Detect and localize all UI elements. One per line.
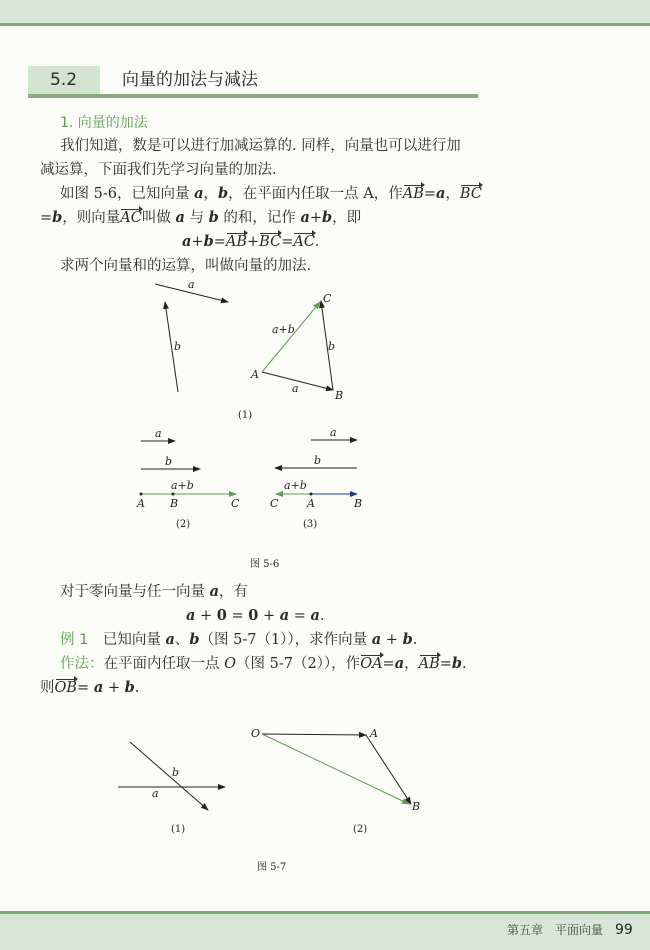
vector-ab bbox=[366, 735, 411, 804]
label-sum: a+b bbox=[284, 479, 307, 492]
math-symbol: b bbox=[402, 631, 413, 648]
section-number: 5.2 bbox=[28, 66, 100, 94]
math-symbol: a bbox=[209, 583, 220, 600]
chapter-title: 第五章 平面向量 bbox=[507, 923, 604, 937]
text-span: 则 bbox=[40, 680, 55, 696]
vector-notation: AC bbox=[120, 210, 142, 226]
math-symbol: a bbox=[279, 607, 290, 624]
text-span: ，则向量 bbox=[62, 210, 121, 226]
figure-caption: 图 5-7 bbox=[257, 862, 287, 873]
text-span: = bbox=[281, 234, 294, 250]
label-sum: a+b bbox=[272, 323, 295, 336]
math-symbol: b bbox=[189, 631, 200, 648]
text-span: 在平面内任取一点 bbox=[103, 656, 225, 672]
vector-notation: AB bbox=[402, 186, 424, 202]
math-symbol: a bbox=[165, 631, 175, 648]
text-span: = bbox=[226, 608, 249, 624]
math-symbol: b bbox=[451, 655, 463, 672]
point-b: B bbox=[412, 800, 421, 813]
label-a: a bbox=[155, 427, 162, 440]
text-span: 已知向量 bbox=[88, 632, 166, 648]
label-a: a bbox=[330, 426, 337, 439]
vector-b bbox=[130, 742, 208, 810]
text-span: + bbox=[103, 680, 125, 696]
math-symbol: a bbox=[310, 607, 320, 624]
math-symbol: a bbox=[436, 185, 446, 202]
label-b: b bbox=[328, 340, 336, 353]
math-symbol: b bbox=[52, 209, 63, 226]
sub-label-1: (1) bbox=[238, 410, 253, 421]
text-span: . bbox=[306, 258, 312, 274]
sub-label-2: (2) bbox=[176, 519, 191, 530]
text-span: = bbox=[40, 210, 53, 226]
text-span: 作法： bbox=[60, 656, 104, 672]
text-span: 向量的加法 bbox=[234, 258, 307, 274]
text-span: 0 bbox=[248, 607, 259, 624]
page-number: 99 bbox=[615, 922, 633, 938]
vector-notation: AB bbox=[418, 656, 440, 672]
figure-caption: 图 5-6 bbox=[250, 559, 280, 570]
point-a: A bbox=[251, 368, 259, 381]
point-c: C bbox=[270, 497, 279, 510]
text-span: . bbox=[462, 656, 467, 672]
text-span: = bbox=[213, 234, 226, 250]
label-b: b bbox=[174, 340, 182, 353]
text-span: + bbox=[247, 234, 260, 250]
math-symbol: a bbox=[371, 631, 382, 648]
point-a: A bbox=[137, 497, 145, 510]
math-symbol: a bbox=[175, 209, 185, 226]
vector-ac bbox=[262, 302, 320, 372]
sub-label-3: (3) bbox=[303, 519, 318, 530]
sub-label-1: (1) bbox=[171, 824, 186, 835]
vector-ob bbox=[262, 734, 409, 804]
vector-notation: OB bbox=[54, 680, 78, 696]
text-span: 的和，记作 bbox=[218, 210, 301, 226]
label-sum: a+b bbox=[171, 479, 194, 492]
text-span: + bbox=[258, 608, 280, 624]
label-b: b bbox=[172, 766, 180, 779]
point-a: A bbox=[370, 727, 378, 740]
text-span: 如图 5-6，已知向量 bbox=[60, 186, 195, 202]
subheading: 1. 向量的加法 bbox=[60, 115, 148, 131]
vector-notation: AC bbox=[293, 234, 315, 250]
text-span: . bbox=[412, 632, 418, 648]
text-span: + bbox=[191, 234, 204, 250]
math-symbol: a bbox=[182, 233, 192, 250]
text-span: 例 1 bbox=[60, 632, 89, 648]
section-title: 向量的加法与减法 bbox=[122, 70, 258, 90]
text-span: O bbox=[224, 656, 236, 672]
point-a: A bbox=[307, 497, 315, 510]
text-span: 减运算，下面我们先学习向量的加法. bbox=[40, 162, 277, 178]
text-span: = bbox=[439, 656, 452, 672]
point-o: O bbox=[251, 727, 261, 740]
point-c: C bbox=[231, 497, 240, 510]
text-span: （图 5-7（1）），求作向量 bbox=[199, 632, 372, 648]
label-b: b bbox=[165, 455, 173, 468]
math-symbol: b bbox=[203, 233, 214, 250]
vector-notation: OA bbox=[360, 656, 383, 672]
text-span: = bbox=[77, 680, 94, 696]
math-symbol: a bbox=[194, 185, 204, 202]
text-span: + bbox=[381, 632, 403, 648]
text-span: 叫做 bbox=[141, 210, 176, 226]
math-symbol: a bbox=[186, 607, 196, 624]
text-span: 我们知道，数是可以进行加减运算的. 同样，向量也可以进行加 bbox=[60, 138, 461, 154]
math-symbol: a bbox=[93, 679, 104, 696]
text-span: 、 bbox=[174, 632, 190, 648]
vector-oa bbox=[262, 734, 366, 735]
label-b: b bbox=[314, 454, 322, 467]
point-b: B bbox=[335, 389, 344, 402]
text-span: + bbox=[195, 608, 217, 624]
text-span: . bbox=[319, 608, 325, 624]
vector-notation: BC bbox=[259, 234, 282, 250]
page-footer bbox=[507, 921, 633, 938]
text-span: ，即 bbox=[332, 210, 362, 226]
text-span: ， bbox=[445, 186, 460, 202]
math-symbol: b bbox=[208, 209, 219, 226]
vector-notation: AB bbox=[225, 234, 247, 250]
point-b: B bbox=[170, 497, 179, 510]
math-symbol: a bbox=[394, 655, 405, 672]
text-span: ，有 bbox=[219, 584, 249, 600]
math-symbol: a bbox=[300, 209, 310, 226]
text-span: 求两个向量和的运算，叫做 bbox=[60, 258, 234, 274]
vector-notation: BC bbox=[459, 186, 482, 202]
text-span: . bbox=[314, 234, 320, 250]
text-span: = bbox=[382, 656, 395, 672]
point-c: C bbox=[323, 292, 332, 305]
text-span: ，在平面内任取一点 A，作 bbox=[228, 186, 403, 202]
text-span: ， bbox=[404, 656, 419, 672]
math-symbol: b bbox=[124, 679, 135, 696]
text-span: 对于零向量与任一向量 bbox=[60, 584, 210, 600]
math-symbol: b bbox=[322, 209, 333, 226]
sub-label-2: (2) bbox=[353, 824, 368, 835]
math-symbol: b bbox=[217, 185, 229, 202]
text-span: = bbox=[423, 186, 437, 202]
point-b: B bbox=[354, 497, 363, 510]
text-span: 0 bbox=[216, 607, 227, 624]
text-span: . bbox=[134, 680, 140, 696]
text-span: 与 bbox=[184, 210, 209, 226]
label-a: a bbox=[292, 382, 299, 395]
label-a: a bbox=[188, 278, 195, 291]
text-span: （图 5-7（2）），作 bbox=[236, 656, 361, 672]
text-span: = bbox=[289, 608, 311, 624]
label-a: a bbox=[152, 787, 159, 800]
text-span: ， bbox=[203, 186, 218, 202]
text-span: + bbox=[309, 210, 323, 226]
